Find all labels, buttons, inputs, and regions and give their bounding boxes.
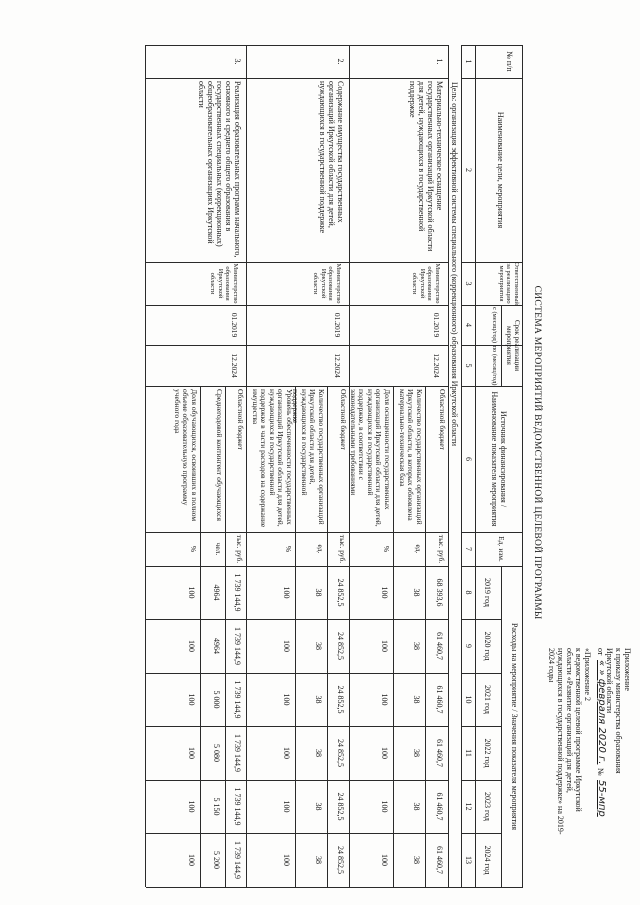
row-3-indicator-3-value-3: 100 bbox=[187, 693, 196, 706]
row-1-indicator-3-unit: % bbox=[382, 545, 391, 553]
col-number-10: 10 bbox=[464, 695, 473, 704]
row-1-indicator-2-unit: ед. bbox=[414, 544, 423, 554]
row-2-indicator-3-value-5: 100 bbox=[282, 800, 291, 813]
row-1-indicator-2-value-2: 38 bbox=[412, 642, 421, 650]
appendix-date-handwritten: « » февраля 2020 г. bbox=[596, 660, 607, 765]
row-2-indicator-1-value-4: 24 852,5 bbox=[336, 739, 345, 767]
row-2-indicator-2-value-3: 38 bbox=[314, 695, 323, 704]
row-2-indicator-1-value-2: 24 852,5 bbox=[336, 632, 345, 660]
row-3-to: 12.2024 bbox=[230, 353, 239, 378]
row-3-indicator-1-value-4: 1 739 144,9 bbox=[233, 734, 242, 772]
appendix-number-label: № bbox=[596, 768, 605, 776]
col-number-13: 13 bbox=[464, 856, 473, 864]
row-1-indicator-1-value-6: 61 460,7 bbox=[435, 846, 444, 874]
row-3-indicator-1-value-3: 1 739 144,9 bbox=[233, 680, 242, 719]
row-3-indicator-1-value-5: 1 739 144,9 bbox=[233, 787, 242, 826]
row-3-indicator-2-value-3: 5 000 bbox=[212, 690, 221, 709]
row-2-indicator-2-value-6: 38 bbox=[314, 856, 323, 864]
row-2-name: Содержание имущества государственных организаций Иркутской области для детей, нуждающихся в государственной поддержке bbox=[318, 81, 345, 234]
header-unit: Ед. изм. bbox=[497, 536, 506, 562]
row-1-indicator-1-value-2: 61 460,7 bbox=[435, 632, 444, 660]
col-number-8: 8 bbox=[464, 590, 473, 595]
row-1-indicator-1-value-1: 68 393,6 bbox=[435, 578, 444, 607]
col-number-11: 11 bbox=[464, 749, 473, 757]
col-number-4: 4 bbox=[464, 323, 473, 327]
row-1-responsible: Министерство образования Иркутской области bbox=[411, 263, 441, 304]
row-1-indicator-3-value-3: 100 bbox=[380, 693, 389, 706]
row-1-indicator-3-value-1: 100 bbox=[380, 586, 389, 599]
row-3-responsible: Министерство образования Иркутской области bbox=[209, 263, 239, 304]
row-2-to: 12.2024 bbox=[333, 353, 342, 378]
row-1-indicator-3-value-4: 100 bbox=[380, 747, 389, 759]
row-1-indicator-3-value-6: 100 bbox=[380, 854, 389, 866]
row-1-indicator-2-value-1: 38 bbox=[412, 588, 421, 597]
document-title: СИСТЕМА МЕРОПРИЯТИЙ ВЕДОМСТВЕННОЙ ЦЕЛЕВОЙ ПРОГРАММЫ bbox=[532, 285, 542, 620]
row-3-indicator-1-value-6: 1 739 144,9 bbox=[233, 841, 242, 879]
row-3-indicator-3-value-6: 100 bbox=[187, 854, 196, 866]
row-1-indicator-3-label: Доля оснащенности государственных организаций Иркутской области для детей, нуждающихся в государственной поддержке, в соответствии с законодательными требованиями bbox=[349, 389, 392, 527]
col-number-3: 3 bbox=[464, 281, 473, 286]
appendix-line-6: к ведомственной целевой программе Иркутской bbox=[574, 648, 583, 812]
row-3-indicator-1-value-2: 1 739 144,9 bbox=[233, 627, 242, 665]
col-number-1: 1 bbox=[464, 59, 473, 64]
row-2-indicator-2-label: Количество государственных организаций Иркутской области для детей, нуждающихся в государственной поддержке bbox=[291, 389, 326, 525]
row-2-indicator-1-unit: тыс. руб. bbox=[338, 534, 347, 564]
appendix-line-9: 2024 годы bbox=[547, 648, 556, 683]
header-year-2022: 2022 год bbox=[483, 738, 492, 768]
row-1-indicator-3-value-2: 100 bbox=[380, 640, 389, 652]
row-1-indicator-2-value-6: 38 bbox=[412, 856, 421, 864]
row-1-indicator-2-value-4: 38 bbox=[412, 749, 421, 757]
row-3-indicator-1-value-1: 1 739 144,9 bbox=[233, 573, 242, 612]
row-2-indicator-3-label: Уровень обеспеченности государственных организаций Иркутской области для детей, нуждающихся в государственной поддержке в части расходов на содержание имущества bbox=[251, 389, 294, 528]
row-3-from: 01.2019 bbox=[230, 312, 239, 338]
row-2-indicator-2-value-4: 38 bbox=[314, 749, 323, 757]
header-term-from: с (месяц/год) bbox=[491, 306, 498, 344]
col-number-2: 2 bbox=[464, 168, 473, 172]
header-year-2024: 2024 год bbox=[483, 845, 492, 875]
appendix-number-handwritten: 55-мпр bbox=[596, 780, 607, 817]
row-2-from: 01.2019 bbox=[333, 312, 342, 338]
appendix-line-7: области «Развитие организаций для детей, bbox=[565, 648, 574, 793]
row-2-indicator-2-value-1: 38 bbox=[314, 588, 323, 597]
col-number-12: 12 bbox=[464, 802, 473, 811]
header-year-2020: 2020 год bbox=[483, 631, 492, 661]
row-2-indicator-2-value-5: 38 bbox=[314, 802, 323, 811]
row-1-num: 1. bbox=[435, 58, 444, 65]
row-3-indicator-1-label: Областной бюджет bbox=[236, 389, 245, 450]
row-1-to: 12.2024 bbox=[432, 353, 441, 378]
col-number-7: 7 bbox=[464, 547, 473, 551]
row-3-indicator-2-unit: чел. bbox=[214, 542, 223, 556]
row-1-name: Материально-техническое оснащение государственных организаций Иркутской области для детей, нуждающихся в государственной поддержке bbox=[408, 81, 444, 252]
row-2-indicator-1-value-1: 24 852,5 bbox=[336, 578, 345, 607]
row-3-indicator-2-value-1: 4964 bbox=[212, 584, 221, 601]
row-2-indicator-1-label: Областной бюджет bbox=[339, 389, 348, 450]
row-1-indicator-3-value-5: 100 bbox=[380, 800, 389, 813]
appendix-date-prefix: от bbox=[596, 648, 605, 656]
appendix-line-3: Иркутской области bbox=[605, 648, 614, 714]
header-year-2019: 2019 год bbox=[483, 578, 492, 607]
row-3-name: Реализация образовательных программ начального, основного и среднего общего образования в государственных специальных (коррекционных) общеобразовательных организациях Иркутской области bbox=[197, 81, 242, 258]
col-number-5: 5 bbox=[464, 363, 473, 368]
header-term: Срок реализации мероприятия bbox=[505, 319, 521, 372]
row-3-indicator-2-label: Среднегодовой контингент обучающихся bbox=[215, 389, 224, 521]
row-2-indicator-3-unit: % bbox=[284, 545, 293, 553]
appendix-line-2: к приказу министерства образования bbox=[614, 648, 623, 774]
row-3-indicator-3-value-1: 100 bbox=[187, 586, 196, 599]
row-2-indicator-3-value-4: 100 bbox=[282, 747, 291, 759]
header-num: № п/п bbox=[505, 51, 514, 72]
row-1-indicator-2-label: Количество государственных организаций Иркутской области, в которых обновлена материально-техническая база bbox=[398, 389, 424, 525]
row-3-indicator-3-label: Доля обучающихся, освоивших в полном объеме образовательную программу учебного года bbox=[173, 389, 199, 522]
row-1-indicator-1-value-3: 61 460,7 bbox=[435, 685, 444, 714]
row-3-indicator-2-value-6: 5 200 bbox=[212, 851, 221, 869]
row-2-indicator-3-value-2: 100 bbox=[282, 640, 291, 652]
row-2-indicator-1-value-3: 24 852,5 bbox=[336, 685, 345, 714]
row-2-indicator-3-value-3: 100 bbox=[282, 693, 291, 706]
header-name: Наименование цели, мероприятия bbox=[496, 111, 505, 229]
row-3-indicator-3-value-4: 100 bbox=[187, 747, 196, 759]
row-3-indicator-2-value-5: 5 150 bbox=[212, 797, 221, 816]
row-3-indicator-3-unit: % bbox=[189, 545, 198, 553]
header-term-to: по (месяц/год) bbox=[491, 345, 498, 386]
row-1-indicator-1-value-5: 61 460,7 bbox=[435, 792, 444, 821]
row-1-indicator-2-value-5: 38 bbox=[412, 802, 421, 811]
appendix-line-1: Приложение bbox=[623, 648, 632, 691]
row-3-indicator-3-value-2: 100 bbox=[187, 640, 196, 652]
row-1-indicator-2-value-3: 38 bbox=[412, 695, 421, 704]
col-number-9: 9 bbox=[464, 644, 473, 648]
row-2-indicator-1-value-6: 24 852,5 bbox=[336, 846, 345, 874]
row-2-num: 2. bbox=[336, 58, 345, 65]
header-source: Источник финансирования / Наименование показателя мероприятия bbox=[490, 391, 508, 527]
row-3-num: 3. bbox=[233, 58, 242, 65]
row-2-responsible: Министерство образования Иркутской области bbox=[312, 263, 342, 304]
header-responsible: Ответственный за реализацию мероприятия bbox=[498, 262, 520, 305]
row-3-indicator-1-unit: тыс. руб. bbox=[235, 534, 244, 564]
row-3-indicator-3-value-5: 100 bbox=[187, 800, 196, 813]
header-year-2023: 2023 год bbox=[483, 792, 492, 821]
row-3-indicator-2-value-4: 5 080 bbox=[212, 744, 221, 762]
row-2-indicator-3-value-1: 100 bbox=[282, 586, 291, 599]
row-1-from: 01.2019 bbox=[432, 312, 441, 338]
row-2-indicator-3-value-6: 100 bbox=[282, 854, 291, 866]
row-1-indicator-1-unit: тыс. руб. bbox=[437, 534, 446, 564]
appendix-line-5: «Приложение 2 bbox=[583, 648, 592, 701]
goal-row: Цель: организация эффективной системы специального (коррекционного) образования Иркутской области bbox=[450, 82, 459, 446]
appendix-line-8: нуждающихся в государственной поддержке» на 2019- bbox=[556, 648, 565, 835]
header-year-2021: 2021 год bbox=[483, 685, 492, 714]
row-1-indicator-1-value-4: 61 460,7 bbox=[435, 739, 444, 767]
row-2-indicator-1-value-5: 24 852,5 bbox=[336, 792, 345, 821]
header-expenses: Расходы на мероприятие / Значения показателя мероприятия bbox=[510, 622, 519, 831]
row-3-indicator-2-value-2: 4964 bbox=[212, 638, 221, 654]
row-1-indicator-1-label: Областной бюджет bbox=[438, 389, 447, 450]
row-2-indicator-2-value-2: 38 bbox=[314, 642, 323, 650]
row-2-indicator-2-unit: ед. bbox=[316, 544, 325, 554]
col-number-6: 6 bbox=[464, 457, 473, 461]
